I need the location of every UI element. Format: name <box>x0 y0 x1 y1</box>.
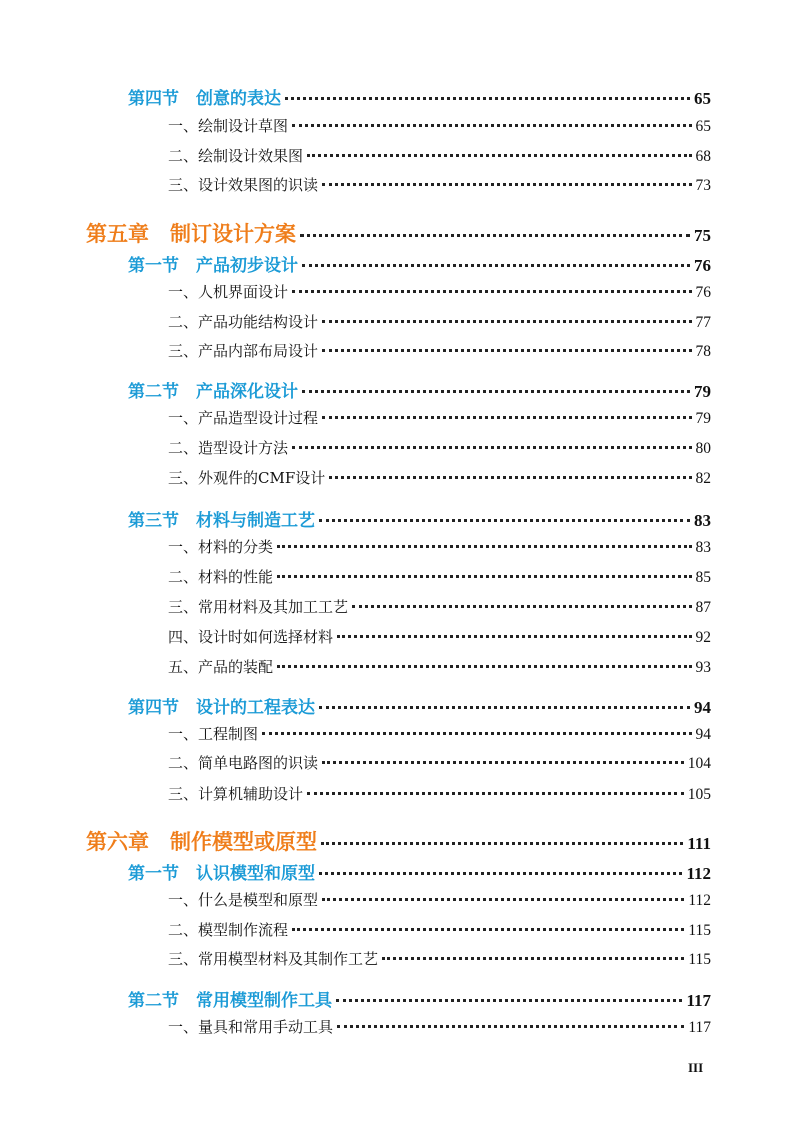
dot-leader <box>292 446 691 449</box>
toc-entry-title: 第二节 常用模型制作工具 <box>128 991 332 1011</box>
dot-leader <box>337 1025 684 1028</box>
toc-item-entry[interactable] <box>168 281 711 302</box>
toc-item-entry[interactable] <box>168 783 711 804</box>
dot-leader <box>277 575 691 578</box>
toc-entry-title: 第四节 创意的表达 <box>128 89 281 109</box>
toc-section-entry[interactable] <box>128 84 711 109</box>
toc-page-number: 73 <box>695 177 711 194</box>
toc-page-number: 76 <box>695 284 711 301</box>
toc-chapter-entry[interactable] <box>86 826 711 856</box>
toc-entry-title: 二、模型制作流程 <box>168 921 289 939</box>
toc-chapter-entry[interactable] <box>86 218 711 248</box>
toc-item-entry[interactable] <box>168 889 711 910</box>
toc-item-entry[interactable] <box>168 536 711 557</box>
toc-entry-title: 二、简单电路图的识读 <box>168 754 319 772</box>
dot-leader <box>307 792 684 795</box>
toc-item-entry[interactable] <box>168 437 711 458</box>
toc-page-number: 112 <box>686 864 711 883</box>
toc-section-entry[interactable] <box>128 377 711 402</box>
dot-leader <box>319 872 682 875</box>
toc-item-entry[interactable] <box>168 919 711 940</box>
toc-entry-title: 一、材料的分类 <box>168 538 274 556</box>
toc-page-number: 105 <box>687 786 711 803</box>
dot-leader <box>382 957 684 960</box>
toc-item-entry[interactable] <box>168 948 711 969</box>
page-folio: III <box>688 1060 704 1075</box>
toc-entry-title: 四、设计时如何选择材料 <box>168 628 334 646</box>
toc-page-number: 75 <box>694 226 711 245</box>
toc-page-number: 83 <box>695 539 711 556</box>
toc-entry-title: 三、计算机辅助设计 <box>168 785 304 803</box>
dot-leader <box>322 898 684 901</box>
toc-page-number: 76 <box>694 256 711 275</box>
dot-leader <box>322 183 691 186</box>
toc-entry-title: 一、绘制设计草图 <box>168 117 289 135</box>
toc-page-number: 79 <box>694 382 711 401</box>
toc-entry-title: 第四节 设计的工程表达 <box>128 698 315 718</box>
toc-page-number: 115 <box>688 951 711 968</box>
toc-page-number: 93 <box>695 659 711 676</box>
toc-page-number: 68 <box>695 148 711 165</box>
toc-entry-title: 一、量具和常用手动工具 <box>168 1018 334 1036</box>
dot-leader <box>300 234 690 237</box>
toc-entry-title: 一、什么是模型和原型 <box>168 891 319 909</box>
toc-page-number: 87 <box>695 599 711 616</box>
toc-item-entry[interactable] <box>168 1016 711 1037</box>
dot-leader <box>322 761 684 764</box>
dot-leader <box>292 124 691 127</box>
dot-leader <box>277 665 691 668</box>
toc-item-entry[interactable] <box>168 467 711 488</box>
toc-entry-title: 第二节 产品深化设计 <box>128 382 298 402</box>
toc-item-entry[interactable] <box>168 656 711 677</box>
toc-page-number: 80 <box>695 440 711 457</box>
dot-leader <box>277 545 691 548</box>
toc-section-entry[interactable] <box>128 859 711 884</box>
toc-entry-title: 第一节 认识模型和原型 <box>128 864 315 884</box>
toc-entry-title: 三、外观件的CMF设计 <box>168 469 326 487</box>
dot-leader <box>352 605 691 608</box>
toc-item-entry[interactable] <box>168 145 711 166</box>
toc-page-number: 117 <box>688 1019 711 1036</box>
toc-section-entry[interactable] <box>128 693 711 718</box>
toc-section-entry[interactable] <box>128 506 711 531</box>
toc-entry-title: 二、造型设计方法 <box>168 439 289 457</box>
dot-leader <box>336 999 682 1002</box>
dot-leader <box>292 290 691 293</box>
toc-item-entry[interactable] <box>168 723 711 744</box>
toc-entry-title: 三、设计效果图的识读 <box>168 176 319 194</box>
toc-section-entry[interactable] <box>128 986 711 1011</box>
toc-page-number: 115 <box>688 922 711 939</box>
toc-entry-title: 三、常用模型材料及其制作工艺 <box>168 950 379 968</box>
toc-entry-title: 一、产品造型设计过程 <box>168 409 319 427</box>
toc-page-number: 65 <box>695 118 711 135</box>
toc-section-entry[interactable] <box>128 251 711 276</box>
toc-page-number: 65 <box>694 89 711 108</box>
toc-entry-title: 五、产品的装配 <box>168 658 274 676</box>
dot-leader <box>322 349 691 352</box>
toc-entry-title: 三、产品内部布局设计 <box>168 342 319 360</box>
toc-page-number: 83 <box>694 511 711 530</box>
toc-entry-title: 一、工程制图 <box>168 725 259 743</box>
toc-entry-title: 二、绘制设计效果图 <box>168 147 304 165</box>
toc-page-number: 112 <box>688 892 711 909</box>
dot-leader <box>292 928 684 931</box>
toc-page-number: 79 <box>695 410 711 427</box>
toc-item-entry[interactable] <box>168 407 711 428</box>
toc-item-entry[interactable] <box>168 311 711 332</box>
toc-entry-title: 二、产品功能结构设计 <box>168 313 319 331</box>
toc-page-number: 111 <box>687 834 711 853</box>
toc-entry-title: 一、人机界面设计 <box>168 283 289 301</box>
dot-leader <box>262 732 691 735</box>
toc-entry-title: 第六章 制作模型或原型 <box>86 829 317 854</box>
dot-leader <box>302 390 690 393</box>
toc-item-entry[interactable] <box>168 340 711 361</box>
toc-entry-title: 第一节 产品初步设计 <box>128 256 298 276</box>
toc-entry-title: 二、材料的性能 <box>168 568 274 586</box>
toc-page-number: 104 <box>687 755 711 772</box>
toc-page-number: 94 <box>694 698 711 717</box>
toc-item-entry[interactable] <box>168 626 711 647</box>
dot-leader <box>337 635 691 638</box>
toc-item-entry[interactable] <box>168 596 711 617</box>
toc-item-entry[interactable] <box>168 174 711 195</box>
toc-page-number: 117 <box>686 991 711 1010</box>
toc-item-entry[interactable] <box>168 752 711 773</box>
dot-leader <box>322 320 691 323</box>
dot-leader <box>319 706 690 709</box>
dot-leader <box>319 519 690 522</box>
dot-leader <box>285 97 690 100</box>
toc-page-number: 78 <box>695 343 711 360</box>
dot-leader <box>321 842 683 845</box>
toc-entry-title: 第三节 材料与制造工艺 <box>128 511 315 531</box>
dot-leader <box>302 264 690 267</box>
toc-entry-title: 三、常用材料及其加工工艺 <box>168 598 349 616</box>
toc-item-entry[interactable] <box>168 115 711 136</box>
toc-entry-title: 第五章 制订设计方案 <box>86 221 296 246</box>
toc-page-number: 94 <box>695 726 711 743</box>
dot-leader <box>322 416 691 419</box>
dot-leader <box>307 154 691 157</box>
toc-page-number: 82 <box>695 470 711 487</box>
toc-page-number: 92 <box>695 629 711 646</box>
toc-item-entry[interactable] <box>168 566 711 587</box>
toc-page-number: 85 <box>695 569 711 586</box>
dot-leader <box>329 476 691 479</box>
toc-page-number: 77 <box>695 314 711 331</box>
